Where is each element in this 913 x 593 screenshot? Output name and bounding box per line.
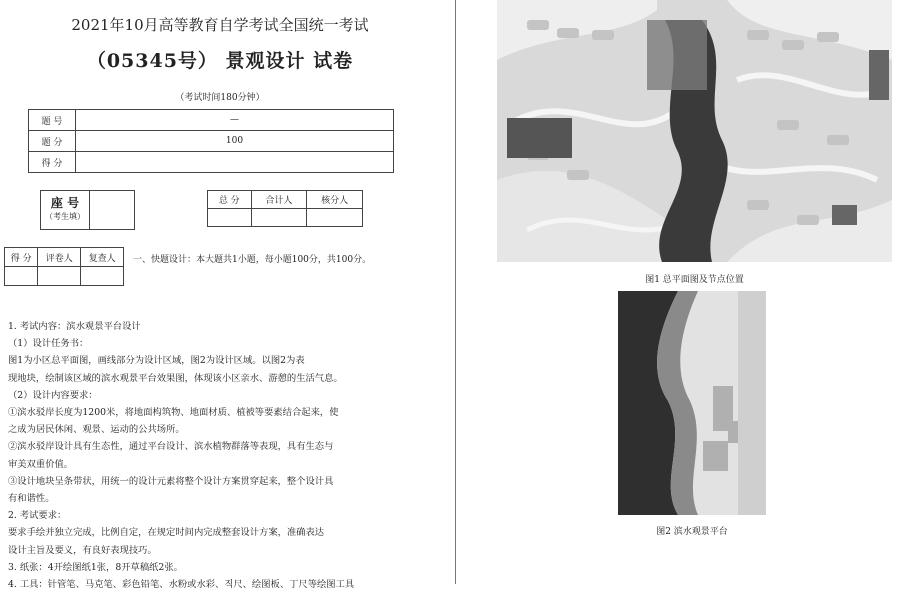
table-row [208, 209, 363, 227]
seat-sublabel: （考生填） [45, 212, 85, 221]
row-value [76, 152, 394, 173]
body-line: ②滨水驳岸设计具有生态性，通过平台设计、滨水植物群落等表现，具有生态与 [8, 441, 334, 453]
page-divider [455, 0, 456, 584]
row-value: 100 [76, 131, 394, 152]
paper-title: （05345号） 景观设计 试卷 [86, 50, 354, 72]
empty-cell [38, 267, 81, 286]
question-body [8, 318, 428, 593]
body-line: 设计主旨及要义，有良好表现技巧。 [8, 544, 157, 556]
grader-table [4, 247, 124, 286]
header-cell: 总 分 [208, 191, 252, 209]
total-score-table [207, 190, 363, 227]
body-line: 现地块，绘制该区域的滨水观景平台效果图，体现该小区亲水、游憩的生活气息。 [8, 372, 343, 384]
table-row [208, 191, 363, 209]
empty-cell [307, 209, 363, 227]
empty-cell [251, 209, 307, 227]
table-row [5, 267, 124, 286]
question-intro: 一、快题设计：本大题共1小题，每小题100分，共100分。 [133, 255, 372, 265]
body-line: 要求手绘并独立完成，比例自定，在规定时间内完成整套设计方案，准确表达 [8, 527, 325, 539]
body-line: 审美双重价值。 [8, 458, 74, 470]
body-line: 有和谐性。 [8, 493, 55, 505]
body-line: 之成为居民休闲、观景、运动的公共场所。 [8, 424, 185, 436]
fig2-caption: 图2 滨水观景平台 [656, 527, 728, 537]
body-line: 1. 考试内容：滨水观景平台设计 [8, 321, 141, 332]
table-row [5, 248, 124, 267]
body-line: 3. 纸张：4开绘图纸1张，8开草稿纸2张。 [8, 561, 183, 573]
header-cell: 评卷人 [38, 248, 81, 267]
score-table [28, 109, 394, 173]
empty-cell [5, 267, 38, 286]
fig1-caption: 图1 总平面图及节点位置 [645, 275, 744, 285]
row-label: 题 号 [29, 110, 76, 131]
empty-cell [208, 209, 252, 227]
body-line: ③设计地块呈条带状，用统一的设计元素将整个设计方案贯穿起来，整个设计具 [8, 475, 334, 487]
body-line: （2）设计内容要求： [8, 389, 98, 401]
row-label: 得 分 [29, 152, 76, 173]
empty-cell [81, 267, 124, 286]
body-line: 2. 考试要求： [8, 510, 67, 522]
waterfront-figure [618, 291, 766, 515]
exam-time: （考试时间180分钟） [175, 93, 265, 103]
exam-title: 2021年10月高等教育自学考试全国统一考试 [71, 16, 369, 34]
seat-label: 座 号 [50, 196, 80, 210]
seat-input-cell[interactable] [90, 191, 135, 230]
master-plan-figure [497, 0, 892, 262]
seat-number-box [40, 190, 135, 230]
body-line: 4. 工具：针管笔、马克笔、彩色铅笔、水粉或水彩、직尺、绘图板、丁尺等绘图工具 [8, 579, 355, 591]
header-cell: 复查人 [81, 248, 124, 267]
body-line: （1）设计任务书： [8, 338, 89, 350]
header-cell: 核分人 [307, 191, 363, 209]
table-row [29, 152, 394, 173]
row-label: 题 分 [29, 131, 76, 152]
table-row [29, 110, 394, 131]
body-line: 图1为小区总平面图，画线部分为设计区域，图2为设计区域。以图2为表 [8, 355, 305, 367]
table-row [29, 131, 394, 152]
seat-label-cell [41, 191, 90, 230]
header-cell: 合计人 [251, 191, 307, 209]
body-line: ①滨水驳岸长度为1200米，将地面构筑物、地面材质、植被等要素结合起来，使 [8, 407, 339, 419]
header-cell: 得 分 [5, 248, 38, 267]
row-value: — [76, 110, 394, 131]
